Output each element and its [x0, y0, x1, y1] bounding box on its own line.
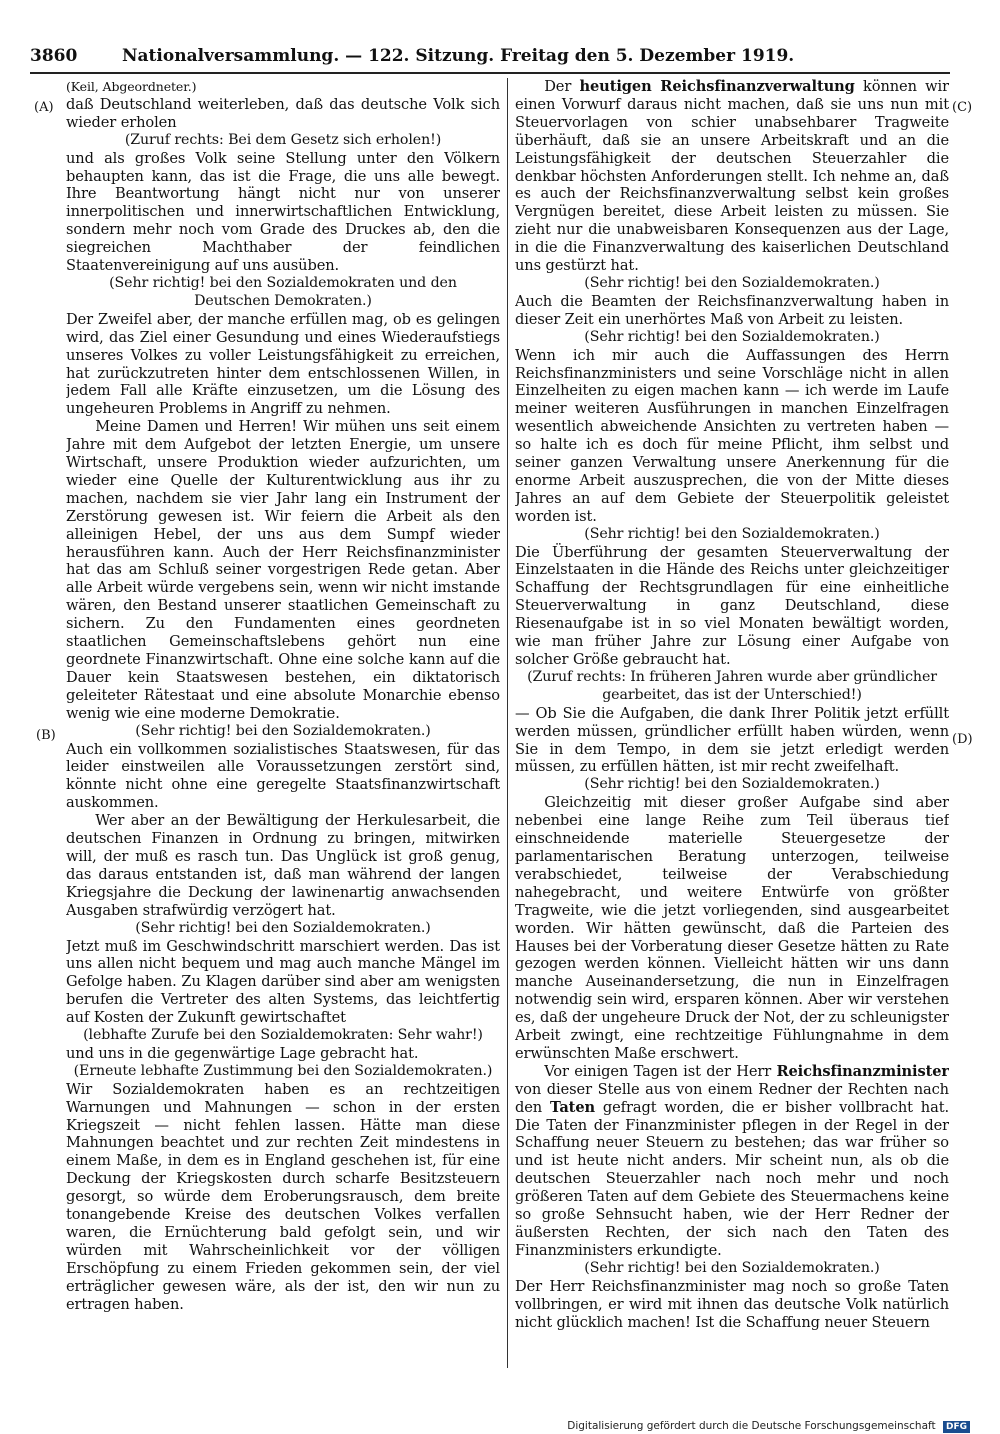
text-run: gefragt worden, die er bisher vollbracht hat. Die Taten der Finanzminister pflegen in der Regel in der Schaffung neuer Steuern zu bestehen; das war früher so und ist heute nicht anders. Mir scheint nun, als ob die deutschen Steuerzahler nach noch mehr und noch größeren Taten auf dem Gebiete des Steuermachens keine so große Sehnsucht haben, wie der Herr Redner der äußersten Rechten, der sich nach den Taten des Finanzministers erkundigte.	[515, 1098, 949, 1259]
interjection: (Zuruf rechts: Bei dem Gesetz sich erholen!)	[124, 131, 442, 148]
interjection: (Sehr richtig! bei den Sozialdemokraten.)	[584, 274, 880, 291]
interjection: (Sehr richtig! bei den Sozialdemokraten.)	[135, 722, 431, 739]
left-column	[66, 78, 500, 1368]
header-rule	[30, 72, 950, 74]
interjection: (Sehr richtig! bei den Sozialdemokraten.)	[584, 525, 880, 542]
interjection: (Sehr richtig! bei den Sozialdemokraten und den Deutschen Demokraten.)	[109, 274, 457, 309]
speaker-note: (Keil, Abgeordneter.)	[66, 79, 197, 94]
emphasis: Taten	[549, 1098, 596, 1116]
paragraph: Auch die Beamten der Reichsfinanzverwaltung haben in dieser Zeit ein unerhörtes Maß von Arbeit zu leisten.	[515, 292, 949, 328]
paragraph: Wer aber an der Bewältigung der Herkulesarbeit, die deutschen Finanzen in Ordnung zu bringen, mitwirken will, der muß es rasch tun. Das Unglück ist groß genug, das daraus entstanden ist, daß man während der langen Kriegsjahre die Deckung der lawinenartig anwachsenden Ausgaben strafwürdig verzögert hat.	[66, 812, 500, 919]
text-run: Der	[544, 78, 580, 95]
interjection: (Zuruf rechts: In früheren Jahren wurde aber gründlicher gearbeitet, das ist der Unterschied!)	[527, 668, 937, 703]
interjection: (Erneute lebhafte Zustimmung bei den Sozialdemokraten.)	[73, 1062, 493, 1079]
interjection: (Sehr richtig! bei den Sozialdemokraten.)	[584, 1259, 880, 1276]
paragraph: — Ob Sie die Aufgaben, die dank Ihrer Politik jetzt erfüllt werden müssen, gründlicher erfüllt haben würden, wenn Sie in dem Tempo, in dem sie jetzt erledigt werden müssen, zu erfüllen hätten, ist mir recht zweifelhaft.	[515, 704, 949, 776]
paragraph: Der Zweifel aber, der manche erfüllen mag, ob es gelingen wird, das Ziel einer Gesundung und eines Wiederaufstiegs unseres Volkes zu voller Leistungsfähigkeit zu erreichen, hat zurückzutreten hinter dem entschlossenen Willen, in jedem Fall alle Kräfte einzusetzen, um die Lösung des ungeheuren Problems in Angriff zu nehmen.	[66, 310, 500, 418]
text-run: von dieser Stelle aus von einem Redner der Rechten nach den	[515, 1080, 949, 1116]
margin-marker-c: (C)	[952, 100, 973, 115]
paragraph: Wir Sozialdemokraten haben es an rechtzeitigen Warnungen und Mahnungen — schon in der ersten Kriegszeit — nicht fehlen lassen. Hätte man diese Mahnungen beachtet und zur rechten Zeit mindestens in einem Maße, in dem es in England geschehen ist, für eine Deckung der Kriegskosten durch scharfe Besitzsteuern gesorgt, so würde dem Eroberungsrausch, dem breite tonangebende Kreise des deutschen Volkes verfallen waren, die Ernüchterung bald gefolgt sein, und wir würden mit Wahrscheinlichkeit vor der völligen Erschöpfung zu einem Frieden gekommen sein, der viel erträglicher gewesen wäre, als der ist, den wir nun zu ertragen haben.	[66, 1080, 500, 1313]
paragraph: und als großes Volk seine Stellung unter den Völkern behaupten kann, das ist die Frage, die uns alle bewegt. Ihre Beantwortung hängt nicht nur von unserer innerpolitischen und innerwirtschaftlichen Entwicklung, sondern mehr noch vom Grade des Druckes ab, den die siegreichen Machthaber der feindlichen Staatenvereinigung auf uns ausüben.	[66, 149, 500, 275]
margin-marker-b: (B)	[36, 728, 56, 743]
page-number: 3860	[30, 46, 78, 66]
text-run: Vor einigen Tagen ist der Herr	[544, 1062, 777, 1080]
running-header	[30, 44, 795, 68]
dfg-logo: DFG	[943, 1421, 970, 1433]
credit-text: Digitalisierung gefördert durch die Deutsche Forschungsgemeinschaft	[567, 1420, 936, 1432]
paragraph	[515, 78, 949, 275]
right-column	[515, 78, 949, 1368]
margin-marker-d: (D)	[952, 732, 973, 747]
running-title: Nationalversammlung. — 122. Sitzung. Freitag den 5. Dezember 1919.	[122, 46, 795, 66]
paragraph	[515, 1063, 949, 1260]
interjection: (lebhafte Zurufe bei den Sozialdemokraten: Sehr wahr!)	[83, 1027, 483, 1044]
interjection: (Sehr richtig! bei den Sozialdemokraten.)	[584, 776, 880, 793]
interjection: (Sehr richtig! bei den Sozialdemokraten.)	[584, 328, 880, 345]
paragraph: Meine Damen und Herren! Wir mühen uns seit einem Jahre mit dem Aufgebot der letzten Energie, um unsere Wirtschaft, unsere Produktion wieder aufzurichten, um wieder eine Quelle der Kulturentwicklung aus ihr zu machen, nachdem sie vier Jahr lang ein Instrument der Zerstörung gewesen ist. Wir feiern die Arbeit als den alleinigen Hebel, der uns aus dem Sumpf wieder herausführen kann. Auch der Herr Reichsfinanzminister hat das am Schluß seiner vorgestrigen Rede getan. Aber alle Arbeit würde vergebens sein, wenn wir nicht imstande wären, den Bestand unserer staatlichen Gemeinschaft zu sichern. Zu den Fundamenten eines geordneten staatlichen Gemeinschaftslebens gehört nun eine geordnete Finanzwirtschaft. Ohne eine solche kann auf die Dauer kein Staatswesen bestehen, ein diktatorisch geleiteter Rätestaat und eine absolute Monarchie ebenso wenig wie eine moderne Demokratie.	[66, 418, 500, 722]
margin-marker-a: (A)	[34, 100, 54, 115]
interjection: (Sehr richtig! bei den Sozialdemokraten.)	[135, 919, 431, 936]
paragraph: daß Deutschland weiterleben, daß das deutsche Volk sich wieder erholen	[66, 95, 500, 131]
paragraph: Gleichzeitig mit dieser großer Aufgabe sind aber nebenbei eine lange Reihe zum Teil überaus tief einschneidende materielle Steuergesetze der parlamentarischen Beratung unterzogen, teilweise verabschiedet, teilweise der Verabschiedung nahegebracht, und weitere Entwürfe von größter Tragweite, wie die jetzt vorliegenden, sind ausgearbeitet worden. Wir hätten gewünscht, daß die Parteien des Hauses bei der Vorberatung dieser Gesetze hätten zu Rate gezogen werden können. Vielleicht hätten wir uns dann manche Auseinandersetzung, die nun in Einzelfragen notwendig sein wird, ersparen können. Aber wir verstehen es, daß der ungeheure Druck der Not, der zu schleunigster Arbeit zwingt, eine rechtzeitige Fühlungnahme in dem erwünschten Maße erschwert.	[515, 794, 949, 1062]
paragraph: Der Herr Reichsfinanzminister mag noch so große Taten vollbringen, er wird mit ihnen das deutsche Volk natürlich nicht glücklich machen! Ist die Schaffung neuer Steuern	[515, 1277, 949, 1331]
paragraph: Auch ein vollkommen sozialistisches Staatswesen, für das leider einstweilen alle Voraussetzungen zerstört sind, könnte nicht ohne eine geregelte Staatsfinanzwirtschaft auskommen.	[66, 740, 500, 812]
digitization-credit	[560, 1420, 970, 1434]
paragraph: Die Überführung der gesamten Steuerverwaltung der Einzelstaaten in die Hände des Reichs unter gleichzeitiger Schaffung der Rechtsgrundlagen für eine einheitliche Steuerverwaltung in ganz Deutschland, diese Riesenaufgabe ist in so viel Monaten bewältigt worden, wie man früher Jahre zur Lösung einer Aufgabe von solcher Größe gebraucht hat.	[515, 543, 949, 668]
paragraph: Wenn ich mir auch die Auffassungen des Herrn Reichsfinanzministers und seine Vorschläge nicht in allen Einzelheiten zu eigen machen kann — ich werde im Laufe meiner weiteren Ausführungen in manchen Einzelfragen wesentlich abweichende Ansichten zu vertreten haben — so halte ich es doch für meine Pflicht, ihm selbst und seiner ganzen Verwaltung unsere Anerkennung für die enorme Arbeit auszusprechen, die von der Mitte dieses Jahres an auf dem Gebiete der Steuerpolitik geleistet worden ist.	[515, 346, 949, 525]
text-run: können wir einen Vorwurf daraus nicht machen, daß sie uns nun mit Steuervorlagen von schier unabsehbarer Tragweite überhäuft, daß sie an unsere Arbeitskraft und an die Leistungsfähigkeit der deutschen Steuerzahler die denkbar höchsten Anforderungen stellt. Ich nehme an, daß es auch der Reichsfinanzverwaltung selbst kein großes Vergnügen bereitet, diese Arbeit leisten zu müssen. Sie zieht nur die unabweisbaren Konsequenzen aus der Lage, in die die Finanzverwaltung des kaiserlichen Deutschland uns gestürzt hat.	[515, 78, 949, 275]
emphasis: Reichsfinanzminister	[776, 1062, 949, 1080]
paragraph: und uns in die gegenwärtige Lage gebracht hat.	[66, 1044, 419, 1062]
paragraph: Jetzt muß im Geschwindschritt marschiert werden. Das ist uns allen nicht bequem und mag auch manche Mängel im Gefolge haben. Zu Klagen darüber sind aber am wenigsten berufen die Vertreter des alten Systems, das leichtfertig auf Kosten der Zukunft gewirtschaftet	[66, 937, 500, 1027]
column-separator	[507, 78, 508, 1368]
emphasis: heutigen Reichsfinanzverwaltung	[579, 78, 855, 95]
